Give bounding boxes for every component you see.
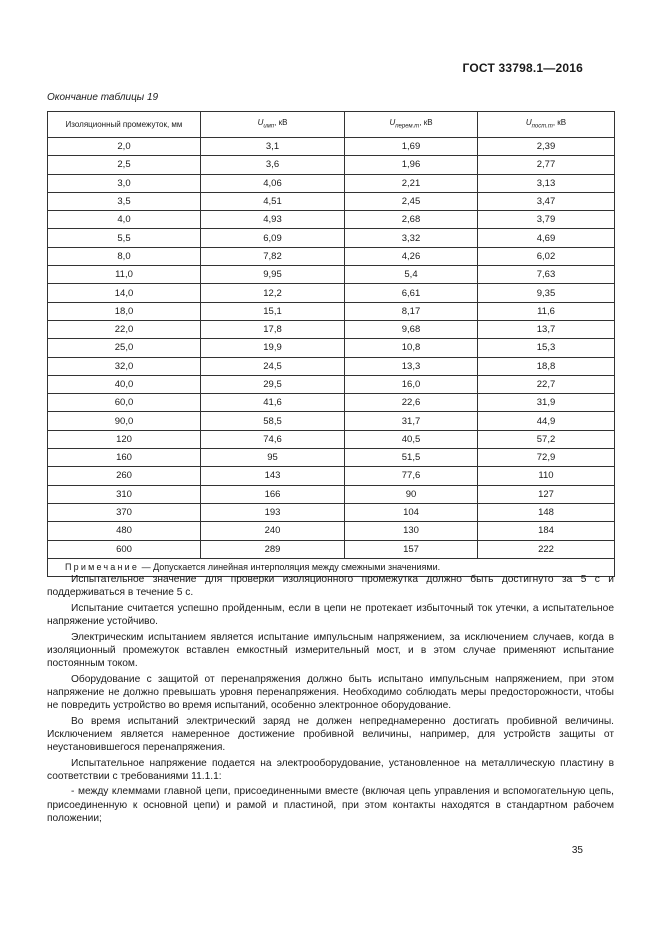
table-row bbox=[48, 138, 615, 156]
cell-u-dc: 4,69 bbox=[478, 229, 615, 247]
cell-gap: 2,5 bbox=[48, 156, 201, 174]
cell-u-ac: 13,3 bbox=[345, 357, 478, 375]
paragraph: Во время испытаний электрический заряд не должен непреднамеренно достигать пробивной величины. Исключением является намеренное достижение пробивной величины, например, для устройств защиты от неустановившегося перенапряжения. bbox=[47, 715, 614, 753]
cell-u-ac: 2,68 bbox=[345, 211, 478, 229]
table-row bbox=[48, 156, 615, 174]
header-u-ac-sub: перем.т bbox=[395, 123, 420, 130]
table-row bbox=[48, 211, 615, 229]
cell-u-dc: 15,3 bbox=[478, 339, 615, 357]
cell-u-impulse: 143 bbox=[201, 467, 345, 485]
table-row bbox=[48, 357, 615, 375]
cell-gap: 3,5 bbox=[48, 192, 201, 210]
table-row bbox=[48, 449, 615, 467]
cell-u-ac: 31,7 bbox=[345, 412, 478, 430]
cell-u-ac: 6,61 bbox=[345, 284, 478, 302]
cell-gap: 25,0 bbox=[48, 339, 201, 357]
cell-gap: 3,0 bbox=[48, 174, 201, 192]
cell-u-impulse: 74,6 bbox=[201, 430, 345, 448]
cell-u-dc: 18,8 bbox=[478, 357, 615, 375]
table-row bbox=[48, 192, 615, 210]
cell-u-dc: 22,7 bbox=[478, 375, 615, 393]
paragraph: - между клеммами главной цепи, присоединенными вместе (включая цепь управления и вспомогательную цепь, присоединенную к основной цепи) и рамой и пластиной, при этом контакты находятся в стандартном рабочем положении; bbox=[47, 786, 614, 824]
cell-u-impulse: 29,5 bbox=[201, 375, 345, 393]
table-row bbox=[48, 339, 615, 357]
paragraph: Испытание считается успешно пройденным, если в цепи не протекает избыточный ток утечки, а испытательное напряжение устойчиво. bbox=[47, 602, 614, 627]
cell-u-ac: 22,6 bbox=[345, 394, 478, 412]
cell-gap: 5,5 bbox=[48, 229, 201, 247]
cell-u-impulse: 58,5 bbox=[201, 412, 345, 430]
table-row bbox=[48, 247, 615, 265]
note-text: — Допускается линейная интерполяция между смежными значениями. bbox=[139, 561, 441, 572]
cell-u-dc: 2,77 bbox=[478, 156, 615, 174]
header-u-dc-unit: , кВ bbox=[552, 117, 567, 127]
paragraph: Испытательное значение для проверки изоляционного промежутка должно быть достигнуто за 5 с и поддерживаться в течение 5 с. bbox=[47, 574, 614, 599]
cell-u-dc: 11,6 bbox=[478, 302, 615, 320]
cell-u-impulse: 240 bbox=[201, 522, 345, 540]
table-row bbox=[48, 302, 615, 320]
cell-u-impulse: 95 bbox=[201, 449, 345, 467]
cell-gap: 18,0 bbox=[48, 302, 201, 320]
body-text bbox=[47, 573, 614, 827]
cell-u-impulse: 6,09 bbox=[201, 229, 345, 247]
cell-u-dc: 184 bbox=[478, 522, 615, 540]
cell-u-dc: 2,39 bbox=[478, 138, 615, 156]
table-header-row bbox=[48, 112, 615, 138]
cell-u-dc: 13,7 bbox=[478, 320, 615, 338]
table-row bbox=[48, 430, 615, 448]
document-code: ГОСТ 33798.1—2016 bbox=[462, 61, 583, 75]
table-row bbox=[48, 540, 615, 558]
cell-u-dc: 110 bbox=[478, 467, 615, 485]
header-u-dc-sub: пост.т bbox=[531, 123, 553, 130]
cell-u-impulse: 193 bbox=[201, 503, 345, 521]
cell-u-ac: 157 bbox=[345, 540, 478, 558]
header-u-impulse bbox=[201, 112, 345, 138]
cell-u-impulse: 289 bbox=[201, 540, 345, 558]
cell-u-ac: 3,32 bbox=[345, 229, 478, 247]
table-caption: Окончание таблицы 19 bbox=[47, 92, 159, 103]
paragraph: Оборудование с защитой от перенапряжения должно быть испытано импульсным напряжением, при этом напряжение не должно превышать уровня перенапряжения. Необходимо соблюдать меры предосторожности, чтобы не повредить устройство во время испытаний, особенно электронное оборудование. bbox=[47, 673, 614, 711]
cell-u-dc: 72,9 bbox=[478, 449, 615, 467]
cell-gap: 11,0 bbox=[48, 266, 201, 284]
cell-u-ac: 51,5 bbox=[345, 449, 478, 467]
header-gap: Изоляционный промежуток, мм bbox=[48, 112, 201, 138]
cell-u-dc: 44,9 bbox=[478, 412, 615, 430]
cell-gap: 160 bbox=[48, 449, 201, 467]
cell-u-dc: 148 bbox=[478, 503, 615, 521]
cell-u-ac: 90 bbox=[345, 485, 478, 503]
cell-gap: 600 bbox=[48, 540, 201, 558]
cell-u-ac: 40,5 bbox=[345, 430, 478, 448]
cell-gap: 480 bbox=[48, 522, 201, 540]
cell-u-dc: 7,63 bbox=[478, 266, 615, 284]
cell-gap: 120 bbox=[48, 430, 201, 448]
cell-gap: 260 bbox=[48, 467, 201, 485]
header-u-letter: U bbox=[257, 117, 264, 127]
table-row bbox=[48, 412, 615, 430]
table-row bbox=[48, 229, 615, 247]
cell-gap: 40,0 bbox=[48, 375, 201, 393]
table-row bbox=[48, 174, 615, 192]
cell-gap: 310 bbox=[48, 485, 201, 503]
cell-u-impulse: 7,82 bbox=[201, 247, 345, 265]
cell-u-ac: 10,8 bbox=[345, 339, 478, 357]
cell-u-ac: 2,21 bbox=[345, 174, 478, 192]
table-row bbox=[48, 394, 615, 412]
table-row bbox=[48, 266, 615, 284]
table-row bbox=[48, 467, 615, 485]
cell-u-ac: 104 bbox=[345, 503, 478, 521]
cell-u-dc: 3,47 bbox=[478, 192, 615, 210]
cell-u-ac: 2,45 bbox=[345, 192, 478, 210]
header-u-letter: U bbox=[389, 117, 396, 127]
cell-gap: 8,0 bbox=[48, 247, 201, 265]
cell-u-ac: 16,0 bbox=[345, 375, 478, 393]
cell-u-ac: 8,17 bbox=[345, 302, 478, 320]
header-u-ac bbox=[345, 112, 478, 138]
cell-u-dc: 3,13 bbox=[478, 174, 615, 192]
cell-u-impulse: 4,51 bbox=[201, 192, 345, 210]
cell-u-impulse: 9,95 bbox=[201, 266, 345, 284]
cell-gap: 370 bbox=[48, 503, 201, 521]
table-row bbox=[48, 485, 615, 503]
cell-u-impulse: 17,8 bbox=[201, 320, 345, 338]
cell-u-ac: 1,96 bbox=[345, 156, 478, 174]
cell-u-dc: 127 bbox=[478, 485, 615, 503]
header-u-dc bbox=[478, 112, 615, 138]
header-u-impulse-unit: , кВ bbox=[274, 117, 288, 127]
table-row bbox=[48, 503, 615, 521]
cell-u-ac: 9,68 bbox=[345, 320, 478, 338]
cell-u-impulse: 41,6 bbox=[201, 394, 345, 412]
table-row bbox=[48, 375, 615, 393]
cell-gap: 60,0 bbox=[48, 394, 201, 412]
cell-gap: 2,0 bbox=[48, 138, 201, 156]
cell-u-impulse: 12,2 bbox=[201, 284, 345, 302]
cell-u-dc: 9,35 bbox=[478, 284, 615, 302]
cell-u-impulse: 4,93 bbox=[201, 211, 345, 229]
cell-u-ac: 1,69 bbox=[345, 138, 478, 156]
table-row bbox=[48, 320, 615, 338]
cell-gap: 22,0 bbox=[48, 320, 201, 338]
cell-gap: 32,0 bbox=[48, 357, 201, 375]
note-label: Примечание bbox=[65, 561, 140, 572]
cell-u-ac: 77,6 bbox=[345, 467, 478, 485]
cell-gap: 14,0 bbox=[48, 284, 201, 302]
table-row bbox=[48, 522, 615, 540]
cell-u-impulse: 15,1 bbox=[201, 302, 345, 320]
page-number: 35 bbox=[571, 845, 583, 856]
header-u-ac-unit: , кВ bbox=[419, 117, 433, 127]
cell-gap: 90,0 bbox=[48, 412, 201, 430]
cell-gap: 4,0 bbox=[48, 211, 201, 229]
cell-u-impulse: 4,06 bbox=[201, 174, 345, 192]
cell-u-impulse: 24,5 bbox=[201, 357, 345, 375]
header-u-letter: U bbox=[525, 117, 532, 127]
paragraph: Испытательное напряжение подается на электрооборудование, установленное на металлическую пластину в соответствии с требованиями 11.1.1: bbox=[47, 757, 614, 782]
header-u-impulse-sub: имп bbox=[263, 123, 275, 130]
cell-u-ac: 4,26 bbox=[345, 247, 478, 265]
cell-u-dc: 3,79 bbox=[478, 211, 615, 229]
table-body bbox=[48, 138, 615, 559]
paragraph: Электрическим испытанием является испытание импульсным напряжением, за исключением случаев, когда в изоляционный промежуток вставлен емкостный измерительный мост, и в этом случае применяют испытание постоянным током. bbox=[47, 631, 614, 669]
cell-u-impulse: 19,9 bbox=[201, 339, 345, 357]
cell-u-dc: 6,02 bbox=[478, 247, 615, 265]
cell-u-impulse: 166 bbox=[201, 485, 345, 503]
cell-u-ac: 5,4 bbox=[345, 266, 478, 284]
voltage-table bbox=[47, 111, 615, 577]
cell-u-impulse: 3,6 bbox=[201, 156, 345, 174]
cell-u-dc: 57,2 bbox=[478, 430, 615, 448]
cell-u-dc: 222 bbox=[478, 540, 615, 558]
cell-u-ac: 130 bbox=[345, 522, 478, 540]
table-row bbox=[48, 284, 615, 302]
cell-u-dc: 31,9 bbox=[478, 394, 615, 412]
cell-u-impulse: 3,1 bbox=[201, 138, 345, 156]
